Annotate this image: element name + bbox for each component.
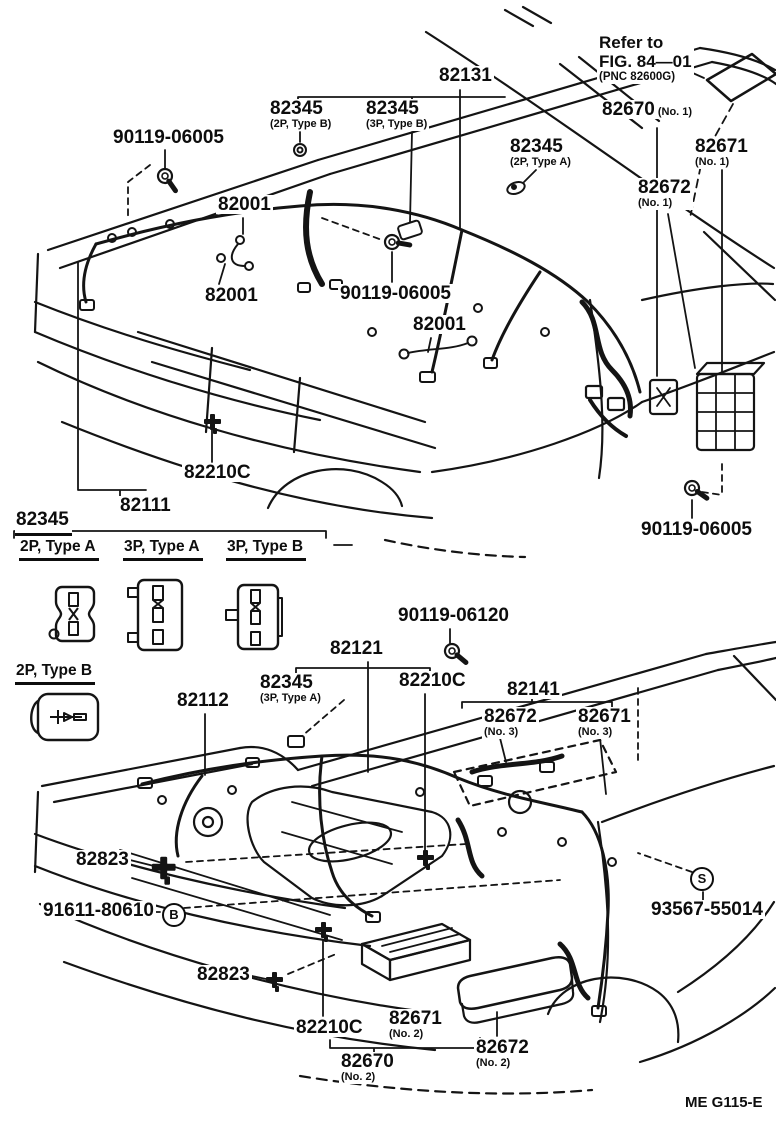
part-sub-label: (2P, Type A) bbox=[510, 156, 571, 169]
part-label-82210c-upper: 82210C bbox=[399, 670, 466, 691]
car-line-art-top bbox=[35, 7, 776, 557]
part-label-90119-06120: 90119-06120 bbox=[398, 605, 509, 626]
marker-circle-s: S bbox=[690, 867, 714, 891]
part-label-90119-06005-mid: 90119-06005 bbox=[340, 283, 451, 304]
part-label-93567-55014: 93567-55014 bbox=[651, 899, 763, 920]
relay-block-assembly-no1 bbox=[586, 363, 764, 450]
part-label-82671-no1: 82671 (No. 1) bbox=[695, 136, 748, 169]
part-label-82112: 82112 bbox=[177, 690, 229, 711]
part-label-82823-b: 82823 bbox=[197, 964, 250, 985]
part-label-90119-06005-right: 90119-06005 bbox=[641, 519, 752, 540]
connector-glyph-2p-type-a bbox=[50, 587, 95, 641]
part-label-82131: 82131 bbox=[439, 65, 492, 86]
refer-note-line2: FIG. 84—01 bbox=[599, 52, 692, 72]
part-sub-label: (3P, Type A) bbox=[260, 692, 321, 705]
connector-glyph-3p-type-a bbox=[128, 580, 182, 650]
refer-note bbox=[597, 33, 694, 84]
part-label-90119-06005-left: 90119-06005 bbox=[113, 127, 224, 148]
part-label-82210c-top: 82210C bbox=[184, 462, 251, 483]
legend-type-3p-a: 3P, Type A bbox=[123, 538, 203, 561]
part-label-91611-80610: 91611-80610 bbox=[43, 900, 154, 921]
part-sub-label: (No. 2) bbox=[389, 1028, 424, 1041]
part-sub-label: (3P, Type B) bbox=[366, 118, 428, 131]
marker-circle-b: B bbox=[162, 903, 186, 927]
part-sub-label: (No. 3) bbox=[578, 726, 613, 739]
part-sub-label: (2P, Type B) bbox=[270, 118, 332, 131]
refer-note-line1: Refer to bbox=[599, 33, 664, 52]
part-label-82210c-lower: 82210C bbox=[296, 1017, 363, 1038]
part-label-82672-no3: 82672 (No. 3) bbox=[484, 706, 537, 739]
part-label-82670-no1: 82670 (No. 1) bbox=[602, 99, 693, 120]
part-label-82345-2p-type-b: 82345 (2P, Type B) bbox=[270, 98, 332, 131]
legend-type-3p-b: 3P, Type B bbox=[226, 538, 306, 561]
part-label-82001-c: 82001 bbox=[413, 314, 466, 335]
part-label-82672-no2: 82672 (No. 2) bbox=[476, 1037, 529, 1070]
part-sub-label: (No. 2) bbox=[476, 1057, 511, 1070]
part-sub-label: (No. 2) bbox=[341, 1071, 376, 1084]
part-label-82823-a: 82823 bbox=[76, 849, 129, 870]
connector-glyph-2p-type-b bbox=[31, 694, 98, 740]
part-label-82345-2p-type-a: 82345 (2P, Type A) bbox=[510, 136, 571, 169]
refer-note-pnc: (PNC 82600G) bbox=[599, 71, 676, 84]
part-sub-label: (No. 1) bbox=[657, 106, 693, 118]
part-label-82141: 82141 bbox=[507, 679, 560, 700]
legend-header-82345: 82345 bbox=[15, 509, 72, 536]
leader-lines-top bbox=[14, 90, 722, 545]
part-sub-label: (No. 3) bbox=[484, 726, 519, 739]
junction-block-no3 bbox=[454, 740, 616, 806]
legend-type-2p-b: 2P, Type B bbox=[15, 662, 95, 685]
part-label-82001-b: 82001 bbox=[205, 285, 258, 306]
part-sub-label: (No. 1) bbox=[638, 197, 673, 210]
connector-glyph-3p-type-b bbox=[226, 585, 282, 649]
part-label-82345-3p-type-b: 82345 (3P, Type B) bbox=[366, 98, 428, 131]
part-sub-label: (No. 1) bbox=[695, 156, 730, 169]
part-label-82001-a: 82001 bbox=[218, 194, 271, 215]
part-label-82121: 82121 bbox=[330, 638, 383, 659]
wiring-harness-top bbox=[80, 192, 640, 416]
part-label-82672-no1: 82672 (No. 1) bbox=[638, 177, 691, 210]
part-label-82345-3p-type-a: 82345 (3P, Type A) bbox=[260, 672, 321, 705]
part-label-82111: 82111 bbox=[120, 495, 171, 516]
legend-type-2p-a: 2P, Type A bbox=[19, 538, 99, 561]
part-label-82671-no2: 82671 (No. 2) bbox=[389, 1008, 442, 1041]
part-label-82670-no2: 82670 (No. 2) bbox=[341, 1051, 394, 1084]
part-label-82671-no3: 82671 (No. 3) bbox=[578, 706, 631, 739]
drawing-code: ME G115-E bbox=[685, 1094, 763, 1111]
